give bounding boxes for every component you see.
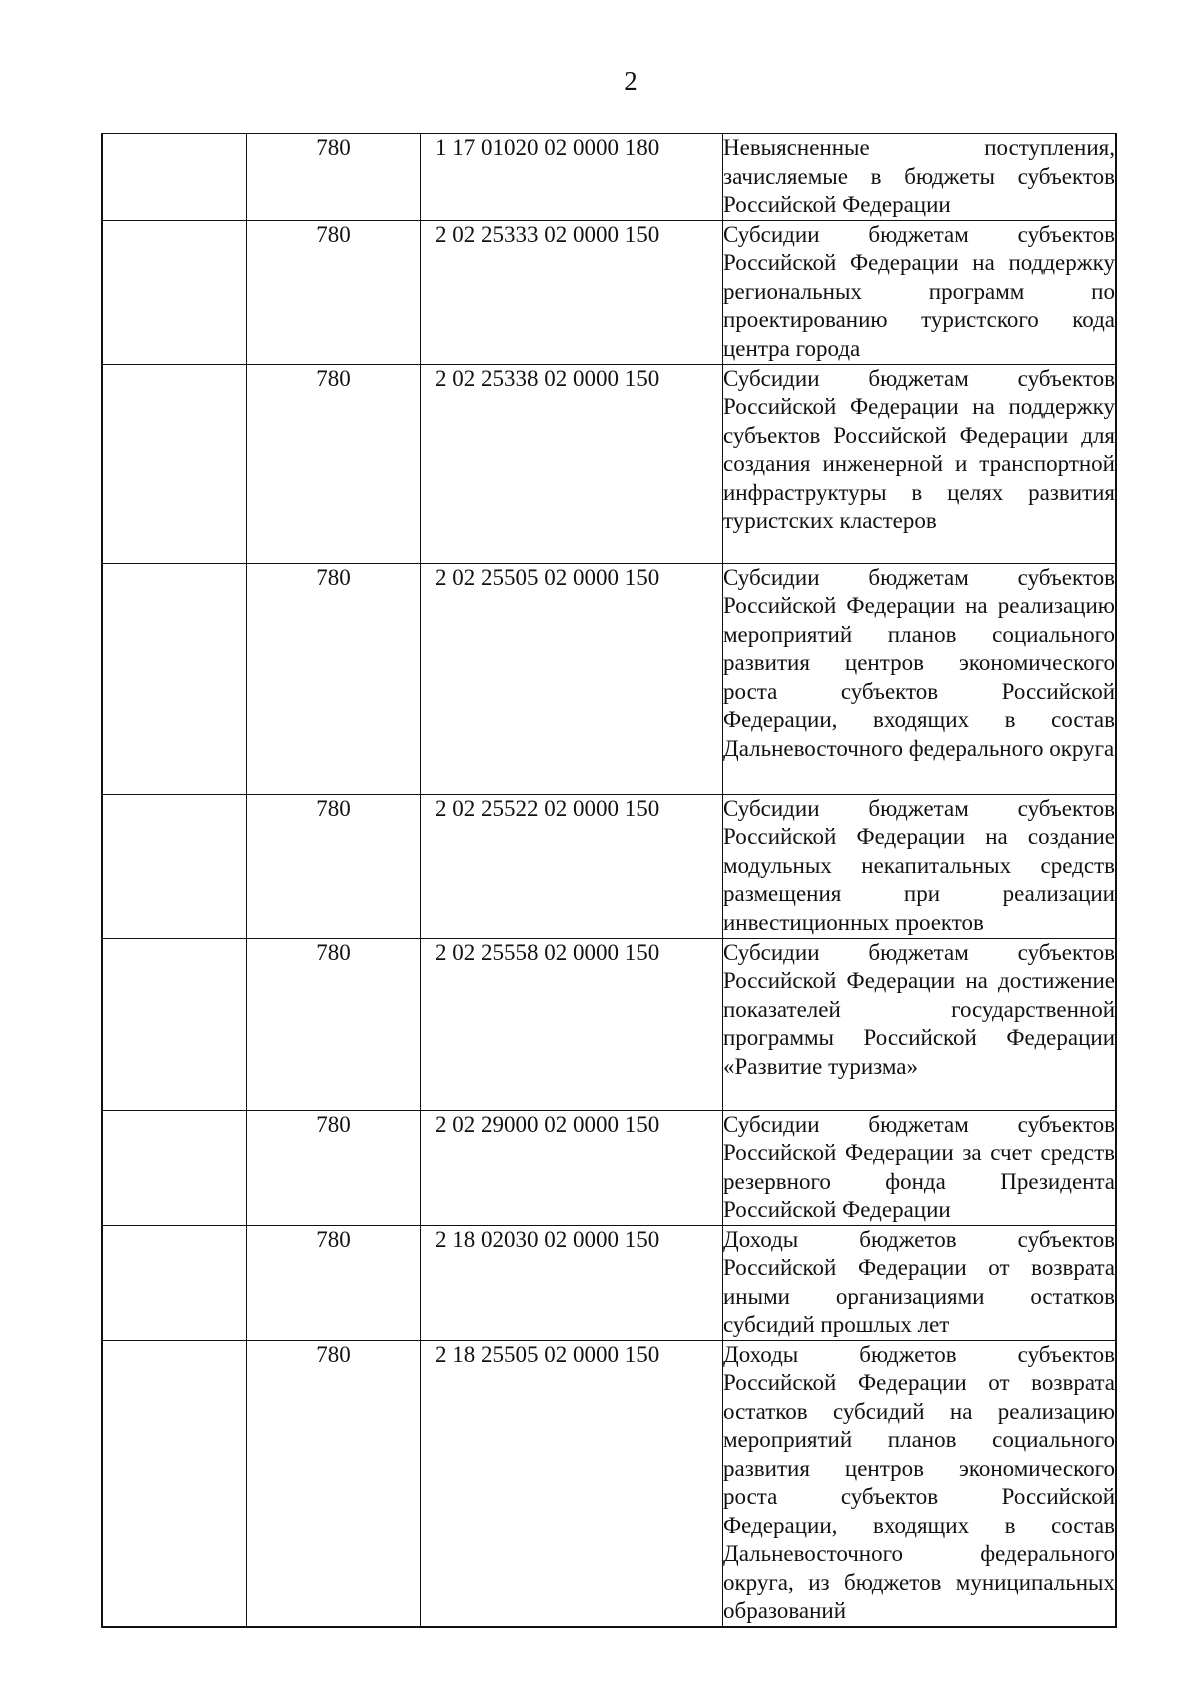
empty-cell	[102, 1225, 247, 1340]
admin-code-cell: 780	[247, 1225, 421, 1340]
table-row	[102, 938, 1116, 1110]
kbk-code-cell: 1 17 01020 02 0000 180	[421, 134, 723, 221]
empty-cell	[102, 1340, 247, 1627]
kbk-code-cell: 2 02 25522 02 0000 150	[421, 794, 723, 938]
description-cell	[723, 364, 1117, 563]
description-cell	[723, 794, 1117, 938]
admin-code-cell: 780	[247, 1110, 421, 1225]
admin-code-cell: 780	[247, 938, 421, 1110]
kbk-code-cell: 2 02 29000 02 0000 150	[421, 1110, 723, 1225]
table-row	[102, 1340, 1116, 1627]
kbk-code-cell: 2 18 25505 02 0000 150	[421, 1340, 723, 1627]
kbk-code-cell: 2 02 25505 02 0000 150	[421, 563, 723, 794]
description-cell	[723, 1340, 1117, 1627]
description-text: Субсидии бюджетам субъектов Российской Федерации за счет средств резервного фонда Президента Российской Федерации	[723, 1111, 1115, 1222]
empty-cell	[102, 938, 247, 1110]
description-text: Субсидии бюджетам субъектов Российской Федерации на создание модульных некапитальных средств размещения при реализации инвестиционных проектов	[723, 795, 1115, 935]
admin-code-cell: 780	[247, 364, 421, 563]
description-text: Доходы бюджетов субъектов Российской Федерации от возврата остатков субсидий на реализацию мероприятий планов социального развития центров экономического роста субъектов Российской Федерации, входящих в состав Дальневосточного федерального округа, из бюджетов муниципальных образований	[723, 1341, 1115, 1623]
table-row	[102, 220, 1116, 364]
table-row	[102, 794, 1116, 938]
description-cell	[723, 1225, 1117, 1340]
table-row	[102, 134, 1116, 221]
empty-cell	[102, 563, 247, 794]
admin-code-cell: 780	[247, 134, 421, 221]
table-row	[102, 1110, 1116, 1225]
admin-code-cell: 780	[247, 794, 421, 938]
kbk-code-cell: 2 02 25338 02 0000 150	[421, 364, 723, 563]
description-text: Субсидии бюджетам субъектов Российской Федерации на достижение показателей государственной программы Российской Федерации «Развитие туризма»	[723, 939, 1115, 1079]
budget-classification-table	[101, 133, 1117, 1628]
admin-code-cell: 780	[247, 220, 421, 364]
description-cell	[723, 220, 1117, 364]
admin-code-cell: 780	[247, 563, 421, 794]
empty-cell	[102, 1110, 247, 1225]
table-row	[102, 1225, 1116, 1340]
kbk-code-cell: 2 18 02030 02 0000 150	[421, 1225, 723, 1340]
table-row	[102, 563, 1116, 794]
description-text: Невыясненные поступления, зачисляемые в бюджеты субъектов Российской Федерации	[723, 135, 1115, 217]
description-text: Доходы бюджетов субъектов Российской Федерации от возврата иными организациями остатков субсидий прошлых лет	[723, 1226, 1115, 1337]
empty-cell	[102, 134, 247, 221]
admin-code-cell: 780	[247, 1340, 421, 1627]
description-text: Субсидии бюджетам субъектов Российской Федерации на поддержку субъектов Российской Федерации для создания инженерной и транспортной инфраструктуры в целях развития туристских кластеров	[723, 365, 1115, 533]
table-row	[102, 364, 1116, 563]
description-cell	[723, 1110, 1117, 1225]
description-text: Субсидии бюджетам субъектов Российской Федерации на поддержку региональных программ по проектированию туристского кода центра города	[723, 221, 1115, 361]
empty-cell	[102, 794, 247, 938]
page-number: 2	[624, 66, 638, 96]
kbk-code-cell: 2 02 25333 02 0000 150	[421, 220, 723, 364]
description-cell	[723, 134, 1117, 221]
empty-cell	[102, 364, 247, 563]
description-cell	[723, 563, 1117, 794]
kbk-code-cell: 2 02 25558 02 0000 150	[421, 938, 723, 1110]
empty-cell	[102, 220, 247, 364]
description-cell	[723, 938, 1117, 1110]
description-text: Субсидии бюджетам субъектов Российской Федерации на реализацию мероприятий планов социального развития центров экономического роста субъектов Российской Федерации, входящих в состав Дальневосточного федерального округа	[723, 564, 1115, 761]
